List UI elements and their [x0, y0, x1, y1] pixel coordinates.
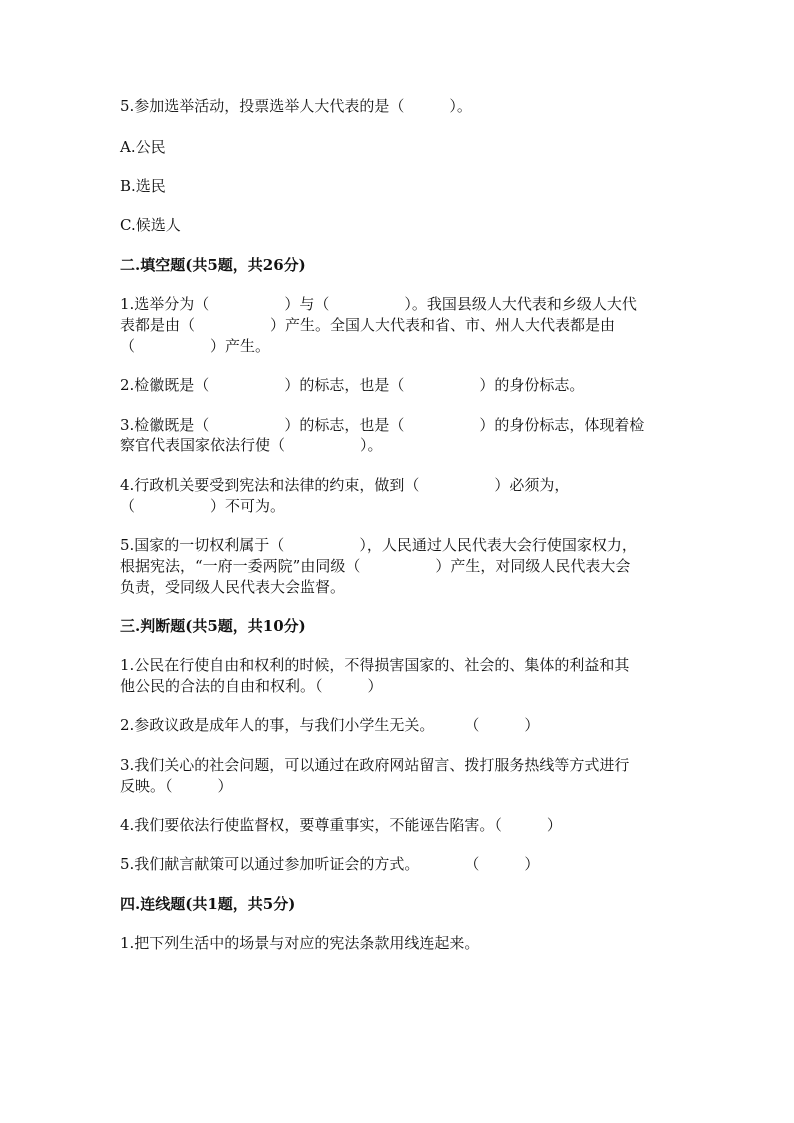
question-text: 4.我们要依法行使监督权，要尊重事实，不能诬告陷害。（ ） — [120, 816, 562, 834]
question-text: 5.参加选举活动，投票选举人大代表的是（ ）。 — [120, 97, 472, 115]
question-text: 反映。（ ） — [120, 777, 233, 795]
question-text: 负责，受同级人民代表大会监督。 — [120, 578, 346, 596]
question-text: 1.选举分为（ ）与（ ）。我国县级人大代表和乡级人大代 — [120, 295, 637, 313]
question-text: 根据宪法，“一府一委两院”由同级（ ）产生，对同级人民代表大会 — [120, 557, 631, 575]
question-text: 察官代表国家依法行使（ ）。 — [120, 436, 383, 454]
question-text: 1.公民在行使自由和权利的时候，不得损害国家的、社会的、集体的利益和其 — [120, 656, 630, 674]
question-text: 表都是由（ ）产生。全国人大代表和省、市、州人大代表都是由 — [120, 316, 616, 334]
section-heading: 三.判断题(共5题，共10分) — [120, 617, 306, 635]
option-a: A.公民 — [120, 138, 166, 156]
question-text: （ ）不可为。 — [120, 497, 286, 515]
question-text: 2.参政议政是成年人的事，与我们小学生无关。 （ ） — [120, 716, 540, 734]
question-text: 1.把下列生活中的场景与对应的宪法条款用线连起来。 — [120, 934, 480, 952]
question-text: 5.我们献言献策可以通过参加听证会的方式。 （ ） — [120, 855, 540, 873]
section-heading: 四.连线题(共1题，共5分) — [120, 895, 296, 913]
question-text: 5.国家的一切权利属于（ ），人民通过人民代表大会行使国家权力， — [120, 536, 637, 554]
question-text: 他公民的合法的自由和权利。（ ） — [120, 677, 383, 695]
question-text: （ ）产生。 — [120, 337, 271, 355]
question-text: 4.行政机关要受到宪法和法律的约束，做到（ ）必须为， — [120, 476, 570, 494]
section-heading: 二.填空题(共5题，共26分) — [120, 256, 306, 274]
option-c: C.候选人 — [120, 216, 181, 234]
question-text: 3.检徽既是（ ）的标志，也是（ ）的身份标志，体现着检 — [120, 416, 645, 434]
question-text: 3.我们关心的社会问题，可以通过在政府网站留言、拨打服务热线等方式进行 — [120, 756, 630, 774]
question-text: 2.检徽既是（ ）的标志，也是（ ）的身份标志。 — [120, 376, 585, 394]
option-b: B.选民 — [120, 177, 166, 195]
